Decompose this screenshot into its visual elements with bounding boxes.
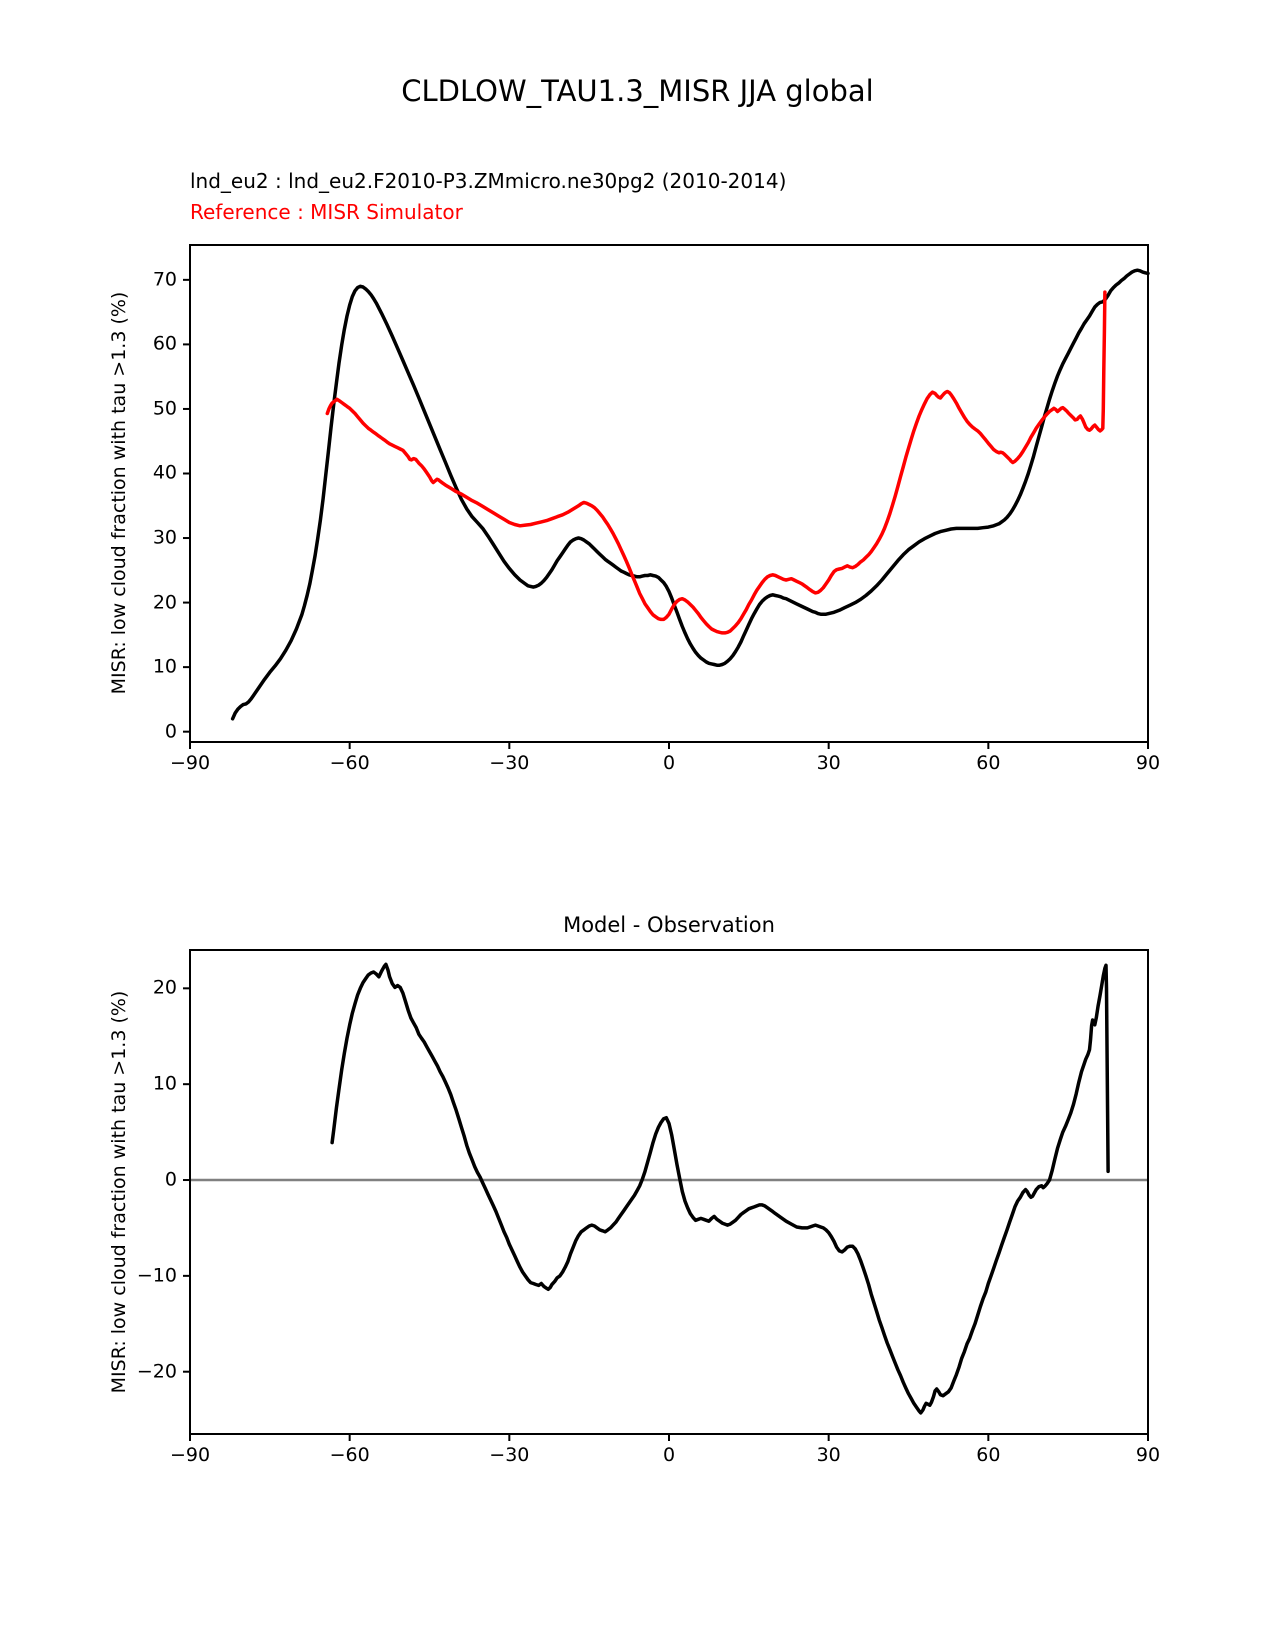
panel1-x-tick-label: 0 [662, 752, 676, 774]
bottom-panel-title: Model - Observation [563, 913, 775, 937]
panel2-y-tick-label: −20 [136, 1360, 177, 1383]
panel1-y-tick-label: 20 [152, 591, 177, 614]
panel1-x-tick-label: −60 [329, 752, 370, 774]
panel1-x-tick-label: −30 [489, 752, 530, 774]
panel1-series-model-line [233, 270, 1148, 719]
legend-reference-label: Reference : MISR Simulator [190, 200, 463, 224]
panel2-axes-box [190, 950, 1148, 1434]
panel1-y-tick-label: 70 [152, 268, 177, 291]
panel2-x-tick-label: 30 [816, 1444, 841, 1466]
panel2-x-tick-label: 60 [976, 1444, 1001, 1466]
panel1-y-tick-label: 50 [152, 397, 177, 420]
panel2-y-tick-label: 10 [152, 1072, 177, 1095]
panel1-y-tick-label: 60 [152, 332, 177, 355]
panel2-y-tick-label: −10 [136, 1264, 177, 1287]
panel1-y-tick-label: 30 [152, 526, 177, 549]
bottom-panel-ylabel: MISR: low cloud fraction with tau >1.3 (%) [108, 990, 130, 1394]
panel2-y-tick-label: 20 [152, 976, 177, 999]
panel2-series-difference-line [332, 964, 1108, 1413]
panel1-y-tick-label: 10 [152, 655, 177, 678]
panel1-y-tick-label: 0 [164, 720, 177, 743]
panel1-x-tick-label: 30 [816, 752, 841, 774]
panel2-y-tick-label: 0 [164, 1168, 177, 1191]
panel1-x-tick-label: −90 [169, 752, 211, 774]
legend-model-label: lnd_eu2 : lnd_eu2.F2010-P3.ZMmicro.ne30pg2 (2010-2014) [190, 169, 787, 193]
panel1-x-tick-label: 60 [976, 752, 1001, 774]
top-panel-ylabel: MISR: low cloud fraction with tau >1.3 (%) [108, 291, 130, 695]
page-title: CLDLOW_TAU1.3_MISR JJA global [401, 74, 874, 108]
panel2-x-tick-label: −30 [489, 1444, 530, 1466]
panel1-axes-box [190, 245, 1148, 742]
panel2-x-tick-label: −60 [329, 1444, 370, 1466]
panel2-x-tick-label: −90 [169, 1444, 211, 1466]
panel2-x-tick-label: 0 [662, 1444, 676, 1466]
panel2-x-tick-label: 90 [1135, 1444, 1161, 1466]
panel1-x-tick-label: 90 [1135, 752, 1161, 774]
panel1-y-tick-label: 40 [152, 461, 177, 484]
